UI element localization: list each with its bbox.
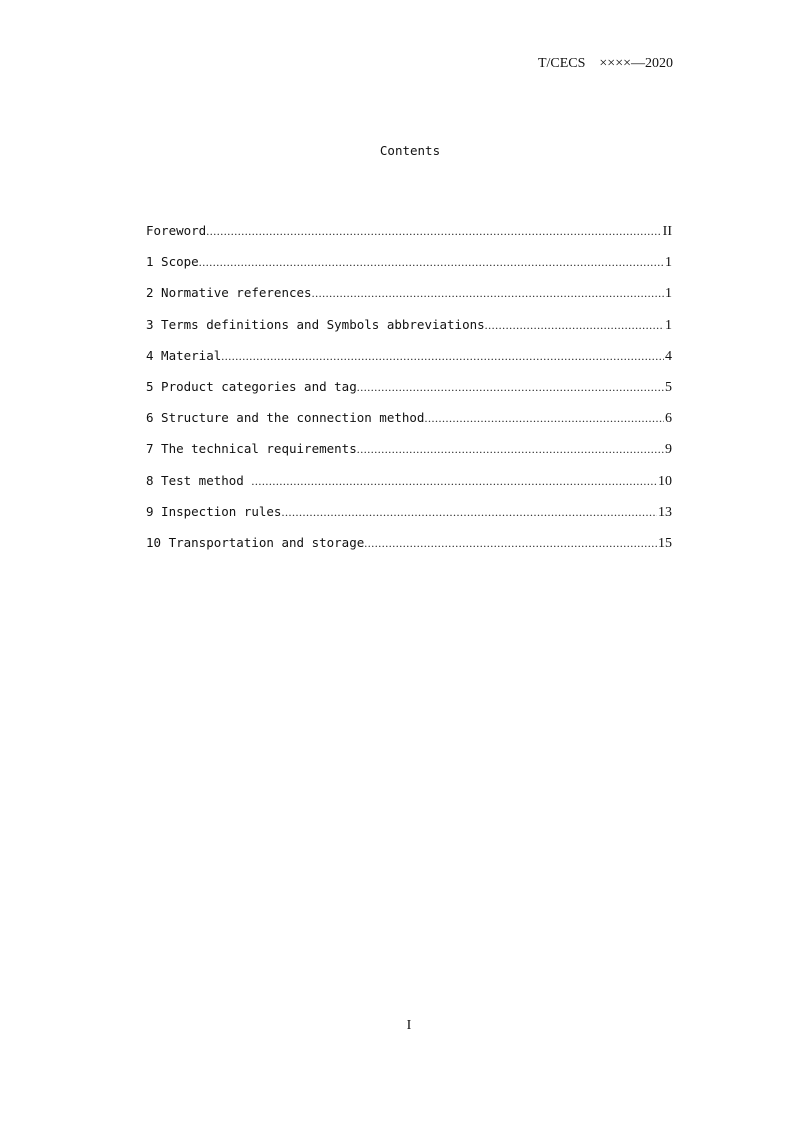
toc-entry-label: 2 Normative references <box>146 285 312 301</box>
toc-entry-structure-connection[interactable] <box>146 409 672 440</box>
table-of-contents <box>146 222 672 565</box>
document-header-code: T/CECS ××××—2020 <box>537 56 673 71</box>
toc-entry-product-categories[interactable] <box>146 378 672 409</box>
toc-entry-inspection-rules[interactable] <box>146 503 672 534</box>
page-number: I <box>406 1018 412 1033</box>
toc-entry-material[interactable] <box>146 347 672 378</box>
toc-entry-normative-references[interactable] <box>146 284 672 315</box>
toc-entry-page: 1 <box>665 255 672 271</box>
toc-dot-leader <box>357 440 664 458</box>
page-title: Contents <box>379 143 441 158</box>
toc-entry-scope[interactable] <box>146 253 672 284</box>
toc-entry-label: 1 Scope <box>146 254 199 270</box>
toc-dot-leader <box>206 222 661 240</box>
toc-entry-transportation-storage[interactable] <box>146 534 672 565</box>
toc-entry-page: 6 <box>665 411 672 427</box>
toc-entry-test-method[interactable] <box>146 472 672 503</box>
toc-dot-leader <box>357 378 664 396</box>
toc-dot-leader <box>364 534 657 552</box>
toc-entry-label: 9 Inspection rules <box>146 503 282 519</box>
toc-entry-terms-definitions[interactable] <box>146 316 672 347</box>
toc-entry-label: 4 Material <box>146 347 222 363</box>
toc-entry-page: II <box>662 224 672 239</box>
toc-entry-page: 1 <box>665 286 672 302</box>
toc-entry-page: 4 <box>665 348 672 364</box>
toc-entry-label: 5 Product categories and tag <box>146 378 357 394</box>
toc-entry-page: 13 <box>658 504 672 520</box>
toc-dot-leader <box>221 347 664 365</box>
toc-entry-page: 15 <box>658 535 672 551</box>
toc-dot-leader <box>424 409 664 427</box>
toc-dot-leader <box>251 472 657 490</box>
toc-entry-technical-requirements[interactable] <box>146 440 672 471</box>
toc-entry-label: 8 Test method <box>146 472 252 488</box>
toc-entry-page: 1 <box>665 317 672 333</box>
toc-entry-foreword[interactable] <box>146 222 672 253</box>
toc-entry-page: 10 <box>658 473 672 489</box>
toc-entry-page: 9 <box>665 442 672 458</box>
toc-entry-label: Foreword <box>146 223 207 238</box>
toc-entry-label: 10 Transportation and storage <box>146 534 365 550</box>
toc-entry-label: 6 Structure and the connection method <box>146 410 425 426</box>
toc-dot-leader <box>312 284 664 302</box>
toc-entry-page: 5 <box>665 379 672 395</box>
toc-dot-leader <box>485 316 664 334</box>
toc-dot-leader <box>281 503 657 521</box>
toc-entry-label: 3 Terms definitions and Symbols abbreviations <box>146 316 485 332</box>
toc-entry-label: 7 The technical requirements <box>146 441 357 457</box>
toc-dot-leader <box>199 253 664 271</box>
